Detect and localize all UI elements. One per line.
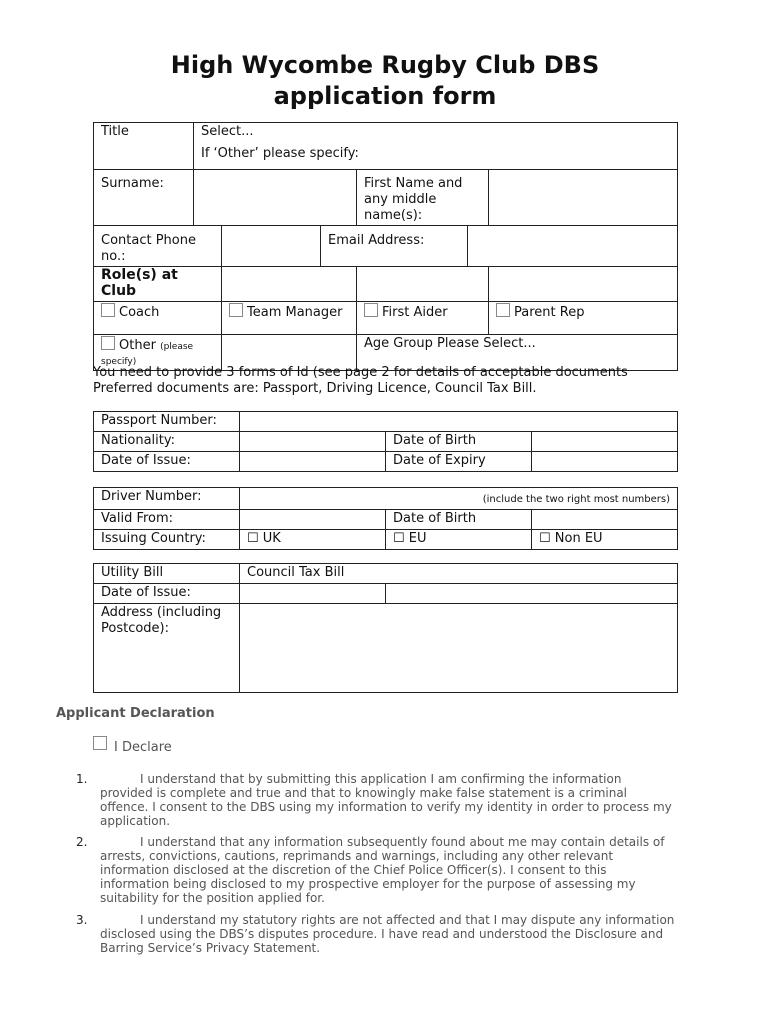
title-field[interactable] [194, 123, 678, 170]
phone-input[interactable] [222, 226, 321, 267]
email-label: Email Address: [321, 226, 468, 267]
country-non-eu-option[interactable]: ☐ Non EU [532, 530, 678, 550]
utility-bill-value[interactable]: Council Tax Bill [240, 564, 678, 584]
surname-input[interactable] [194, 170, 357, 226]
passport-issue-label: Date of Issue: [94, 452, 240, 472]
driver-dob-label: Date of Birth [386, 510, 532, 530]
nationality-input[interactable] [240, 432, 386, 452]
utility-issue-extra[interactable] [386, 584, 678, 604]
roles-cell-2 [357, 267, 489, 302]
title-other-input[interactable]: If ‘Other’ please specify: [201, 146, 359, 161]
title-select[interactable]: Select... [201, 124, 254, 139]
checkbox-icon[interactable] [496, 303, 510, 317]
surname-label: Surname: [94, 170, 194, 226]
age-group-select[interactable]: Age Group Please Select... [357, 335, 678, 371]
title-line-1: High Wycombe Rugby Club DBS [170, 51, 600, 79]
title-label: Title [94, 123, 194, 170]
passport-table [93, 411, 678, 472]
valid-from-input[interactable] [240, 510, 386, 530]
declare-checkbox[interactable] [93, 736, 107, 750]
role-first-aider-label: First Aider [382, 305, 448, 320]
passport-dob-input[interactable] [532, 432, 678, 452]
utility-issue-label: Date of Issue: [94, 584, 240, 604]
driver-number-label: Driver Number: [94, 488, 240, 510]
personal-details-table [93, 122, 678, 371]
id-intro [93, 365, 683, 397]
checkbox-icon[interactable] [101, 336, 115, 350]
item-text: I understand that any information subsequently found about me may contain details of arrests, convictions, cautions, reprimands and warnings, including any other relevant information disclosed at the discretion of the Chief Police Officer(s). I consent to this information being disclosed to my prospective employer for the purpose of assessing my suitability for the position applied for. [100, 835, 665, 905]
passport-number-label: Passport Number: [94, 412, 240, 432]
first-name-input[interactable] [489, 170, 678, 226]
passport-issue-input[interactable] [240, 452, 386, 472]
passport-expiry-input[interactable] [532, 452, 678, 472]
declaration-heading: Applicant Declaration [56, 706, 215, 721]
role-coach-label: Coach [119, 305, 160, 320]
phone-label: Contact Phone no.: [94, 226, 222, 267]
declaration-item [76, 913, 676, 955]
declaration-item [76, 772, 676, 828]
driver-number-input[interactable] [240, 488, 678, 510]
role-other-label: Other [119, 338, 156, 353]
utility-issue-input[interactable] [240, 584, 386, 604]
roles-label: Role(s) at Club [94, 267, 222, 302]
roles-cell-1 [222, 267, 357, 302]
country-eu-option[interactable]: ☐ EU [386, 530, 532, 550]
passport-dob-label: Date of Birth [386, 432, 532, 452]
issuing-country-label: Issuing Country: [94, 530, 240, 550]
checkbox-icon[interactable] [229, 303, 243, 317]
driver-number-note: (include the two right most numbers) [482, 494, 671, 505]
id-intro-line-2: Preferred documents are: Passport, Driving Licence, Council Tax Bill. [93, 381, 537, 396]
country-uk-option[interactable]: ☐ UK [240, 530, 386, 550]
roles-cell-3 [489, 267, 678, 302]
utility-table [93, 563, 678, 693]
declaration-item [76, 835, 676, 905]
item-text: I understand that by submitting this application I am confirming the information provided is complete and true and that to knowingly make false statement is a criminal offence. I consent to the DBS using my information to verify my identity in order to process my application. [100, 772, 672, 828]
role-parent-rep-label: Parent Rep [514, 305, 585, 320]
passport-number-input[interactable] [240, 412, 678, 432]
driver-dob-input[interactable] [532, 510, 678, 530]
item-number: 1. [76, 772, 88, 786]
address-input[interactable] [240, 604, 678, 693]
nationality-label: Nationality: [94, 432, 240, 452]
item-number: 2. [76, 835, 88, 849]
role-other-note: (please specify) [101, 342, 194, 367]
valid-from-label: Valid From: [94, 510, 240, 530]
role-team-manager-label: Team Manager [247, 305, 343, 320]
email-input[interactable] [468, 226, 678, 267]
id-intro-line-1: You need to provide 3 forms of Id (see page 2 for details of acceptable documents [93, 365, 628, 380]
passport-expiry-label: Date of Expiry [386, 452, 532, 472]
address-label: Address (including Postcode): [94, 604, 240, 693]
declare-label: I Declare [114, 740, 172, 755]
item-number: 3. [76, 913, 88, 927]
role-first-aider[interactable] [357, 302, 489, 335]
utility-bill-label: Utility Bill [94, 564, 240, 584]
item-text: I understand my statutory rights are not affected and that I may dispute any information disclosed using the DBS’s disputes procedure. I have read and understood the Disclosure and Barring Service’s Privacy Statement. [100, 913, 675, 955]
role-coach[interactable] [94, 302, 222, 335]
driver-table [93, 487, 678, 550]
role-parent-rep[interactable] [489, 302, 678, 335]
role-team-manager[interactable] [222, 302, 357, 335]
first-name-label: First Name and any middle name(s): [357, 170, 489, 226]
page-title [0, 50, 770, 112]
checkbox-icon[interactable] [101, 303, 115, 317]
checkbox-icon[interactable] [364, 303, 378, 317]
title-line-2: application form [273, 82, 497, 110]
